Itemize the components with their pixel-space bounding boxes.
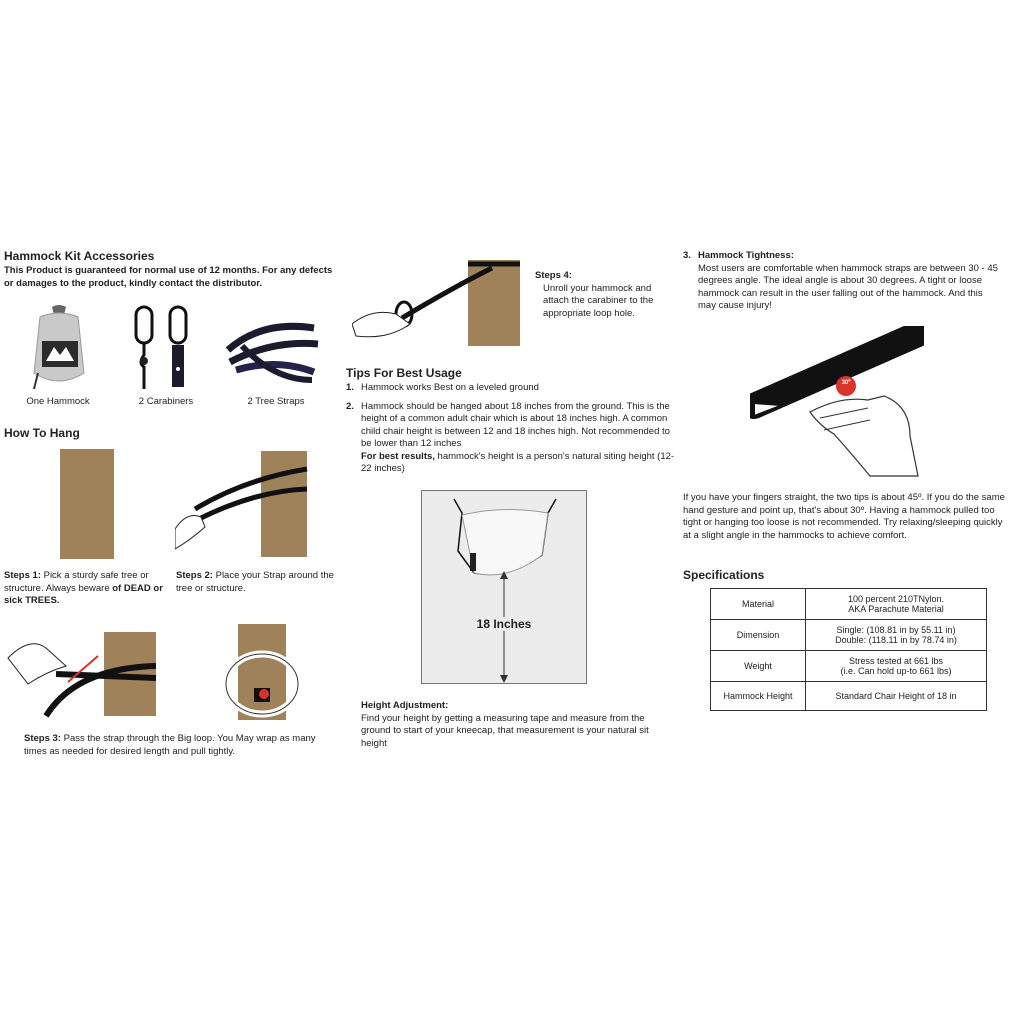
tip-1-num: 1. — [346, 382, 354, 393]
step1-tree-image — [60, 449, 114, 559]
step2-image — [175, 449, 310, 559]
step1-caption — [4, 570, 174, 608]
height-adjustment — [361, 700, 661, 750]
step2-label: Steps 2: — [176, 570, 213, 581]
step4-caption — [535, 270, 675, 320]
spec-value-material — [806, 589, 987, 620]
tips-title: Tips For Best Usage — [346, 366, 462, 380]
angle-badge: 30º — [841, 380, 851, 386]
step3-image-a — [6, 628, 160, 720]
spec-value-height: Standard Chair Height of 18 in — [806, 682, 987, 711]
tip-2 — [346, 401, 676, 476]
step4-text: Unroll your hammock and attach the carabiner to the appropriate loop hole. — [543, 282, 654, 319]
item-label-straps: 2 Tree Straps — [247, 396, 305, 407]
spec-value-dimension-line1: Single: (108.81 in by 55.11 in) — [836, 625, 956, 635]
spec-row-dimension — [711, 620, 987, 651]
carabiners-image — [130, 305, 200, 389]
tightness-block — [683, 250, 1001, 313]
step1-text: Pick a sturdy safe tree or structure. Always beware — [4, 570, 149, 594]
spec-value-dimension-line2: Double: (118.11 in by 78.74 in) — [835, 635, 957, 645]
tightness-heading — [683, 250, 1001, 263]
step4-label: Steps 4: — [535, 270, 572, 281]
spec-key-weight: Weight — [711, 651, 806, 682]
accessories-title: Hammock Kit Accessories — [4, 249, 155, 263]
spec-key-height: Hammock Height — [711, 682, 806, 711]
bag-logo: HAMMOCK — [51, 357, 67, 361]
item-label-hammock: One Hammock — [26, 396, 90, 407]
tightness-num: 3. — [683, 250, 691, 261]
spec-value-dimension — [806, 620, 987, 651]
tree-straps-image — [222, 310, 322, 386]
guarantee-text: This Product is guaranteed for normal use of 12 months. For any defects or damages to the product, kindly contact the distributor. — [4, 265, 333, 289]
best-results-text: hammock's height is a person's natural siting height (12-22 inches) — [361, 450, 675, 474]
spec-key-dimension: Dimension — [711, 620, 806, 651]
tightness-text: Most users are comfortable when hammock straps are between 30 - 45 degrees angle. The ideal angle is about 30 degrees. A tight or loose hammock can result in the user falling out of the hammock. And this may cause injury! — [698, 262, 998, 311]
tip-2-text: Hammock should be hanged about 18 inches from the ground. This is the height of a common adult chair which is about 18 inches high. A common child chair height is between 12 and 18 inches high. Not recommended to be lower than 12 inches — [361, 400, 670, 449]
angle-image — [750, 326, 924, 482]
step3-label: Steps 3: — [24, 733, 61, 744]
specifications-title: Specifications — [683, 568, 765, 582]
step3-image-b — [218, 622, 304, 722]
tip-2-num: 2. — [346, 400, 354, 412]
spec-value-weight-line1: Stress tested at 661 lbs — [848, 656, 944, 666]
tip-1-text: Hammock works Best on a leveled ground — [361, 382, 539, 393]
step1-label: Steps 1: — [4, 570, 41, 581]
spec-row-material — [711, 589, 987, 620]
hammock-bag-image — [28, 303, 90, 391]
tips-list — [346, 382, 676, 476]
spec-key-material: Material — [711, 589, 806, 620]
step3-text: Pass the strap through the Big loop. You May wrap as many times as needed for desired length and pull tightly. — [24, 733, 316, 757]
step3-caption — [24, 733, 336, 758]
best-results-label: For best results, — [361, 450, 435, 462]
how-to-hang-title: How To Hang — [4, 426, 80, 440]
tightness-title: Hammock Tightness: — [698, 250, 794, 261]
step2-text: Place your Strap around the tree or structure. — [176, 570, 334, 594]
height-diagram — [421, 490, 587, 684]
step4-image — [352, 258, 524, 348]
spec-row-height — [711, 682, 987, 711]
spec-value-material-line2: AKA Parachute Material — [848, 604, 944, 614]
spec-value-weight — [806, 651, 987, 682]
diagram-label: 18 Inches — [452, 617, 556, 631]
tip-1 — [346, 382, 676, 395]
step2-caption — [176, 570, 336, 595]
spec-value-weight-line2: (i.e. Can hold up-to 661 lbs) — [840, 666, 952, 676]
height-adjustment-text: Find your height by getting a measuring tape and measure from the ground to start of your kneecap, that measurement is your natural sit height — [361, 712, 649, 749]
angle-explanation: If you have your fingers straight, the two tips is about 45º. If you do the same hand gesture and point up, that's about 30º. Having a hammock pulled too tight or hanging too loose is not recommended. Try relaxing/sleeping quickly at a slight angle in the hammocks to achieve comfort. — [683, 492, 1005, 541]
spec-value-material-line1: 100 percent 210TNylon. — [847, 594, 945, 604]
specifications-table — [710, 588, 987, 711]
step1-warning: of DEAD or sick TREES. — [4, 582, 163, 606]
height-adjustment-title: Height Adjustment: — [361, 700, 449, 711]
spec-row-weight — [711, 651, 987, 682]
item-label-carabiners: 2 Carabiners — [138, 396, 194, 407]
